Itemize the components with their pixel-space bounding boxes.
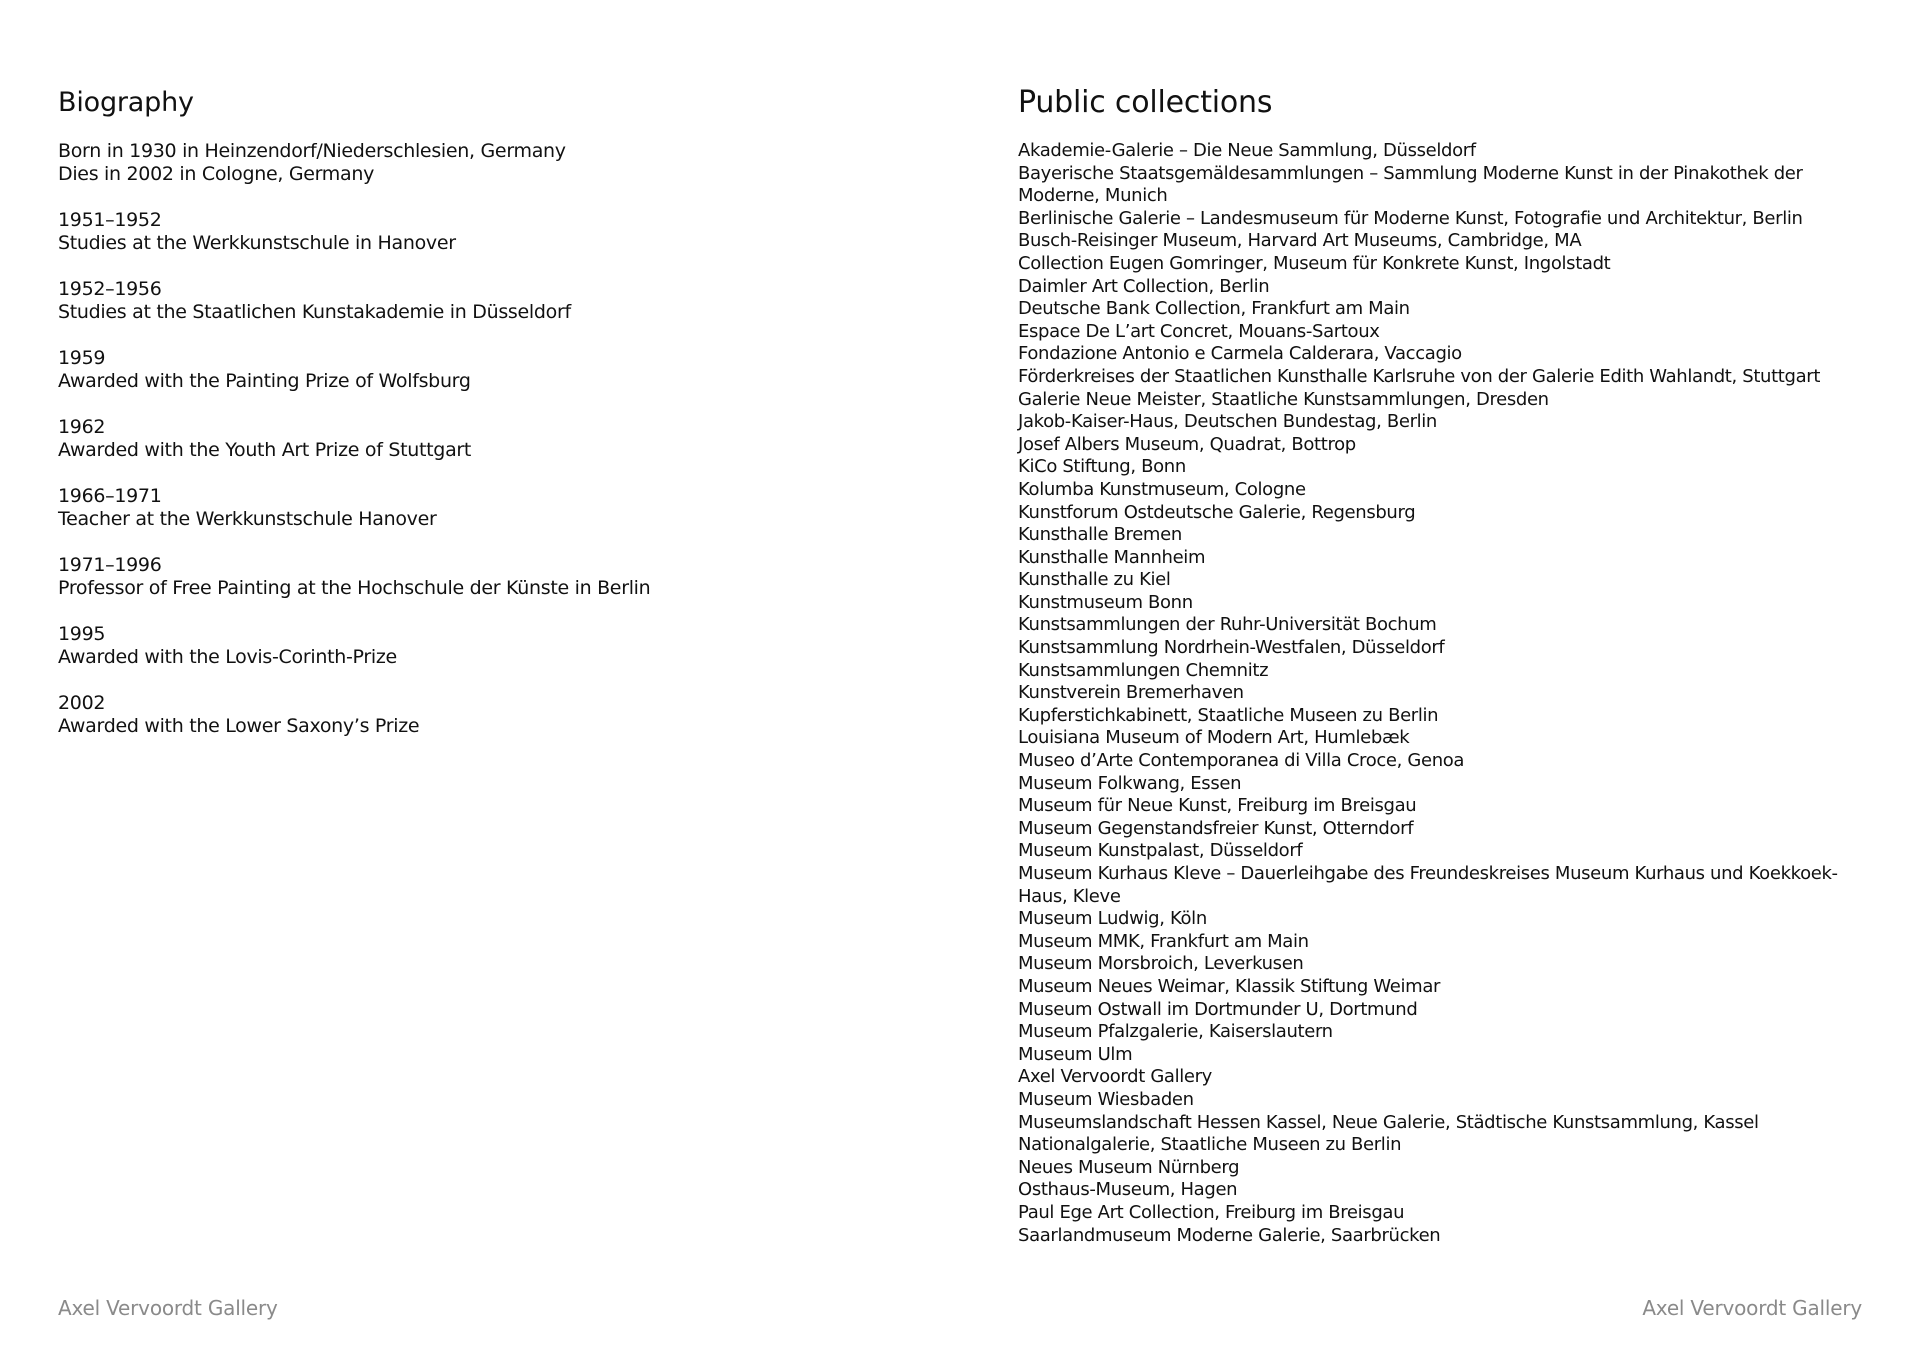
biography-title: Biography (58, 87, 194, 118)
biography-entry (58, 692, 938, 738)
collections-section (1018, 86, 1898, 1247)
collection-item: Kolumba Kunstmuseum, Cologne (1018, 478, 1306, 500)
entry-year: 1971–1996 (58, 554, 162, 576)
collection-item: Paul Ege Art Collection, Freiburg im Breisgau (1018, 1201, 1405, 1223)
collection-item: Galerie Neue Meister, Staatliche Kunstsammlungen, Dresden (1018, 388, 1549, 410)
collection-item: Museum Folkwang, Essen (1018, 772, 1242, 794)
collection-item: Josef Albers Museum, Quadrat, Bottrop (1018, 433, 1356, 455)
collection-item: Espace De L’art Concret, Mouans-Sartoux (1018, 320, 1380, 342)
biography-entry (58, 278, 938, 324)
collection-item: Busch-Reisinger Museum, Harvard Art Museums, Cambridge, MA (1018, 230, 1582, 252)
entry-year: 1966–1971 (58, 485, 162, 507)
collection-item: Museum Ostwall im Dortmunder U, Dortmund (1018, 998, 1418, 1020)
collections-title: Public collections (1018, 85, 1273, 120)
collection-item: Kupferstichkabinett, Staatliche Museen zu Berlin (1018, 704, 1439, 726)
entry-text: Studies at the Werkkunstschule in Hanover (58, 232, 456, 254)
collection-item: Museum für Neue Kunst, Freiburg im Breisgau (1018, 795, 1417, 817)
collection-item: Museum Wiesbaden (1018, 1088, 1194, 1110)
collection-item: Nationalgalerie, Staatliche Museen zu Berlin (1018, 1134, 1402, 1156)
collection-item: Neues Museum Nürnberg (1018, 1156, 1240, 1178)
biography-entries (58, 209, 938, 738)
entry-year: 1995 (58, 623, 106, 645)
entry-year: 1959 (58, 347, 106, 369)
death-line: Dies in 2002 in Cologne, Germany (58, 163, 375, 185)
collection-item: Kunstmuseum Bonn (1018, 591, 1193, 613)
birth-line: Born in 1930 in Heinzendorf/Niederschlesien, Germany (58, 140, 566, 162)
collection-item: Axel Vervoordt Gallery (1018, 1066, 1212, 1088)
collection-item: Museum Ludwig, Köln (1018, 908, 1207, 930)
collection-item: KiCo Stiftung, Bonn (1018, 456, 1186, 478)
collection-item: Bayerische Staatsgemäldesammlungen – Sammlung Moderne Kunst in der Pinakothek der Moderne, Munich (1018, 162, 1803, 207)
biography-entry (58, 209, 938, 255)
collection-item: Akademie-Galerie – Die Neue Sammlung, Düsseldorf (1018, 140, 1476, 161)
collection-item: Museum Kurhaus Kleve – Dauerleihgabe des Freundeskreises Museum Kurhaus und Koekkoek-Haus, Kleve (1018, 863, 1838, 907)
biography-entry (58, 485, 938, 531)
collection-item: Kunstverein Bremerhaven (1018, 682, 1244, 704)
entry-year: 2002 (58, 692, 106, 714)
collection-item: Museo d’Arte Contemporanea di Villa Croce, Genoa (1018, 750, 1465, 772)
collection-item: Museum MMK, Frankfurt am Main (1018, 930, 1309, 952)
entry-year: 1951–1952 (58, 209, 162, 231)
footer-gallery-name-right: Axel Vervoordt Gallery (1642, 1296, 1862, 1320)
collection-item: Kunsthalle zu Kiel (1018, 569, 1171, 591)
collection-item: Museum Neues Weimar, Klassik Stiftung Weimar (1018, 975, 1441, 997)
collection-item: Museumslandschaft Hessen Kassel, Neue Galerie, Städtische Kunstsammlung, Kassel (1018, 1111, 1759, 1133)
footer-gallery-name-left: Axel Vervoordt Gallery (58, 1296, 278, 1320)
collection-item: Deutsche Bank Collection, Frankfurt am Main (1018, 298, 1410, 320)
collection-item: Kunsthalle Mannheim (1018, 546, 1206, 568)
collection-item: Saarlandmuseum Moderne Galerie, Saarbrücken (1018, 1224, 1441, 1246)
entry-year: 1952–1956 (58, 278, 162, 300)
entry-text: Teacher at the Werkkunstschule Hanover (58, 508, 437, 530)
collection-item: Museum Pfalzgalerie, Kaiserslautern (1018, 1021, 1333, 1043)
biography-section (58, 86, 938, 738)
collection-item: Museum Ulm (1018, 1043, 1133, 1065)
collection-item: Kunstsammlung Nordrhein-Westfalen, Düsseldorf (1018, 637, 1445, 659)
collection-item: Museum Gegenstandsfreier Kunst, Otterndorf (1018, 817, 1414, 839)
collection-item: Museum Kunstpalast, Düsseldorf (1018, 840, 1303, 862)
entry-text: Awarded with the Lower Saxony’s Prize (58, 715, 420, 737)
collection-item: Collection Eugen Gomringer, Museum für Konkrete Kunst, Ingolstadt (1018, 252, 1611, 274)
biography-entry (58, 347, 938, 393)
collection-item: Berlinische Galerie – Landesmuseum für Moderne Kunst, Fotografie und Architektur, Berlin (1018, 207, 1803, 229)
biography-intro (58, 140, 938, 186)
entry-text: Studies at the Staatlichen Kunstakademie in Düsseldorf (58, 301, 571, 323)
collections-list (1018, 140, 1898, 1247)
collection-item: Kunstsammlungen Chemnitz (1018, 659, 1269, 681)
collection-item: Fondazione Antonio e Carmela Calderara, Vaccagio (1018, 343, 1462, 365)
entry-text: Awarded with the Youth Art Prize of Stuttgart (58, 439, 472, 461)
biography-entry (58, 554, 938, 600)
collection-item: Jakob-Kaiser-Haus, Deutschen Bundestag, Berlin (1018, 411, 1437, 433)
collection-item: Kunstsammlungen der Ruhr-Universität Bochum (1018, 614, 1437, 636)
collection-item: Louisiana Museum of Modern Art, Humlebæk (1018, 727, 1410, 749)
collection-item: Kunsthalle Bremen (1018, 524, 1182, 546)
biography-entry (58, 416, 938, 462)
collection-item: Museum Morsbroich, Leverkusen (1018, 953, 1304, 975)
collection-item: Kunstforum Ostdeutsche Galerie, Regensburg (1018, 501, 1416, 523)
entry-year: 1962 (58, 416, 106, 438)
collection-item: Osthaus-Museum, Hagen (1018, 1179, 1238, 1201)
collection-item: Förderkreises der Staatlichen Kunsthalle Karlsruhe von der Galerie Edith Wahlandt, Stuttgart (1018, 365, 1821, 387)
entry-text: Awarded with the Painting Prize of Wolfsburg (58, 370, 471, 392)
collection-item: Daimler Art Collection, Berlin (1018, 275, 1270, 297)
entry-text: Awarded with the Lovis-Corinth-Prize (58, 646, 397, 668)
biography-entry (58, 623, 938, 669)
entry-text: Professor of Free Painting at the Hochschule der Künste in Berlin (58, 577, 651, 599)
